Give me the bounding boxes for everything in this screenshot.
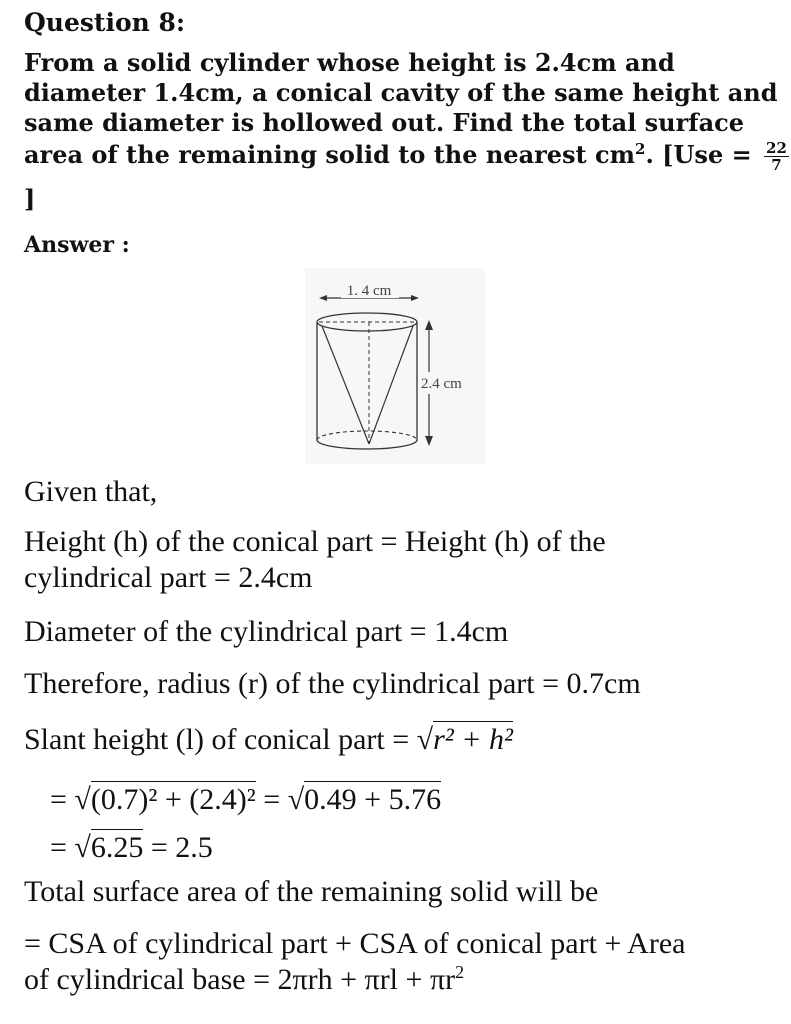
sqrt-step-1a-body: (0.7)² + (2.4)² xyxy=(90,783,256,816)
height-label: 2.4 cm xyxy=(421,376,462,392)
given-line: Given that, xyxy=(24,475,158,508)
question-line-4-sup: 2 xyxy=(635,140,646,158)
fraction-denominator: 7 xyxy=(771,156,782,174)
tsa-line-2-text: of cylindrical base = 2πrh + πrl + πr xyxy=(24,963,456,996)
diameter-line: Diameter of the cylindrical part = 1.4cm xyxy=(24,615,509,648)
sqrt-r2-h2-body: r² + h² xyxy=(433,723,514,756)
step-1-mid: = xyxy=(255,783,288,816)
question-title: Question 8: xyxy=(24,8,186,37)
step-1-eq: = xyxy=(50,783,75,816)
tsa-intro-line: Total surface area of the remaining solid will be xyxy=(24,875,599,908)
step-2-line xyxy=(50,830,213,866)
diameter-label: 1. 4 cm xyxy=(346,283,392,299)
question-line-4-text: area of the remaining solid to the nearest cm xyxy=(24,140,635,169)
question-line-3: same diameter is hollowed out. Find the total surface xyxy=(24,108,745,137)
question-line-2: diameter 1.4cm, a conical cavity of the same height and xyxy=(24,78,778,107)
question-line-5: ] xyxy=(24,184,36,213)
step-2-result: = 2.5 xyxy=(143,831,213,864)
question-line-4 xyxy=(24,140,789,173)
sqrt-step-1b: √0.49 + 5.76 xyxy=(287,783,442,816)
sqrt-r2-h2: √r² + h² xyxy=(416,723,514,756)
sqrt-step-1a: √(0.7)² + (2.4)² xyxy=(74,783,256,816)
answer-label: Answer : xyxy=(24,232,130,258)
radius-line: Therefore, radius (r) of the cylindrical part = 0.7cm xyxy=(24,667,641,700)
slant-height-text: Slant height (l) of conical part = xyxy=(24,723,417,756)
question-line-4-post: . [Use = xyxy=(645,140,752,169)
slant-height-line xyxy=(24,722,513,758)
sqrt-step-2-body: 6.25 xyxy=(90,831,144,864)
sqrt-step-1b-body: 0.49 + 5.76 xyxy=(304,783,442,816)
height-line-2: cylindrical part = 2.4cm xyxy=(24,561,313,594)
pi-fraction xyxy=(764,140,789,173)
step-1-line xyxy=(50,782,441,818)
question-line-1: From a solid cylinder whose height is 2.4cm and xyxy=(24,48,675,77)
fraction-numerator: 22 xyxy=(766,139,787,157)
cylinder-cone-figure xyxy=(305,268,485,464)
tsa-line-2-sup: 2 xyxy=(455,962,465,982)
sqrt-step-2: √6.25 xyxy=(74,831,144,864)
step-2-eq: = xyxy=(50,831,75,864)
tsa-line-2 xyxy=(24,962,464,998)
tsa-line-1: = CSA of cylindrical part + CSA of conical part + Area xyxy=(24,927,686,960)
height-line-1: Height (h) of the conical part = Height (h) of the xyxy=(24,525,606,558)
